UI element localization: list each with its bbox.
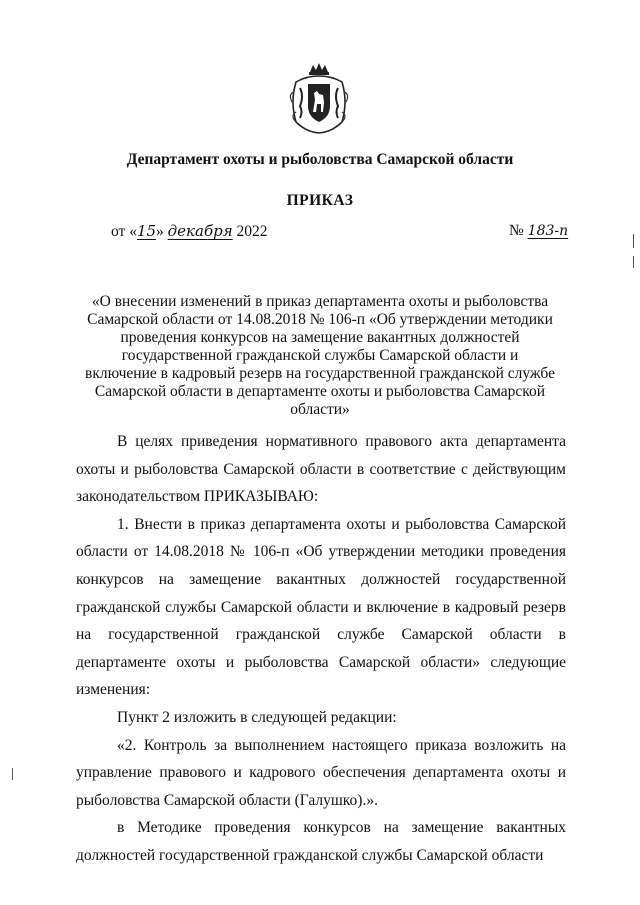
scan-margin-mark bbox=[633, 234, 634, 248]
date-prefix: от « bbox=[111, 223, 137, 240]
date-day: 15 bbox=[136, 222, 157, 240]
body-paragraph: Пункт 2 изложить в следующей редакции: bbox=[117, 708, 397, 726]
order-date bbox=[111, 222, 268, 241]
body-paragraph: в Методике проведения конкурсов на замещение вакантных должностей государственной гражданской службы Самарской области bbox=[76, 819, 566, 864]
order-number bbox=[509, 222, 568, 240]
document-title: ПРИКАЗ bbox=[286, 192, 354, 209]
date-quote-close: » bbox=[156, 223, 164, 240]
number-prefix: № bbox=[509, 222, 524, 239]
date-month: декабря bbox=[167, 222, 233, 240]
order-subject: «О внесении изменений в приказ департамента охоты и рыболовства Самарской области от 14.08.2018 № 106-п «Об утверждении методики проведения конкурсов на замещение вакантных должностей государственной гражданской службы Самарской области и включение в кадровый резерв на государственной гражданской службе Самарской области в департаменте охоты и рыболовства Самарской области» bbox=[85, 293, 555, 418]
organization-name: Департамент охоты и рыболовства Самарской области bbox=[126, 151, 514, 168]
order-body bbox=[76, 428, 566, 870]
body-paragraph: «2. Контроль за выполнением настоящего приказа возложить на управление правового и кадрового обеспечения департамента охоты и рыболовства Самарской области (Галушко).». bbox=[76, 736, 566, 809]
body-paragraph: В целях приведения нормативного правового акта департамента охоты и рыболовства Самарской области в соответствие с действующим законодательством ПРИКАЗЫВАЮ: bbox=[76, 433, 566, 506]
number-value: 183-п bbox=[527, 223, 569, 239]
scan-margin-mark bbox=[12, 768, 13, 780]
scan-margin-mark bbox=[633, 256, 634, 268]
samara-coat-of-arms-icon bbox=[288, 62, 350, 134]
date-year: 2022 bbox=[236, 223, 268, 240]
body-paragraph: 1. Внести в приказ департамента охоты и рыболовства Самарской области от 14.08.2018 № 106-п «Об утверждении методики проведения конкурсов на замещение вакантных должностей государственной гражданской службы Самарской области и включение в кадровый резерв на государственной гражданской службе Самарской области в департаменте охоты и рыболовства Самарской области» следующие изменения: bbox=[76, 515, 566, 699]
